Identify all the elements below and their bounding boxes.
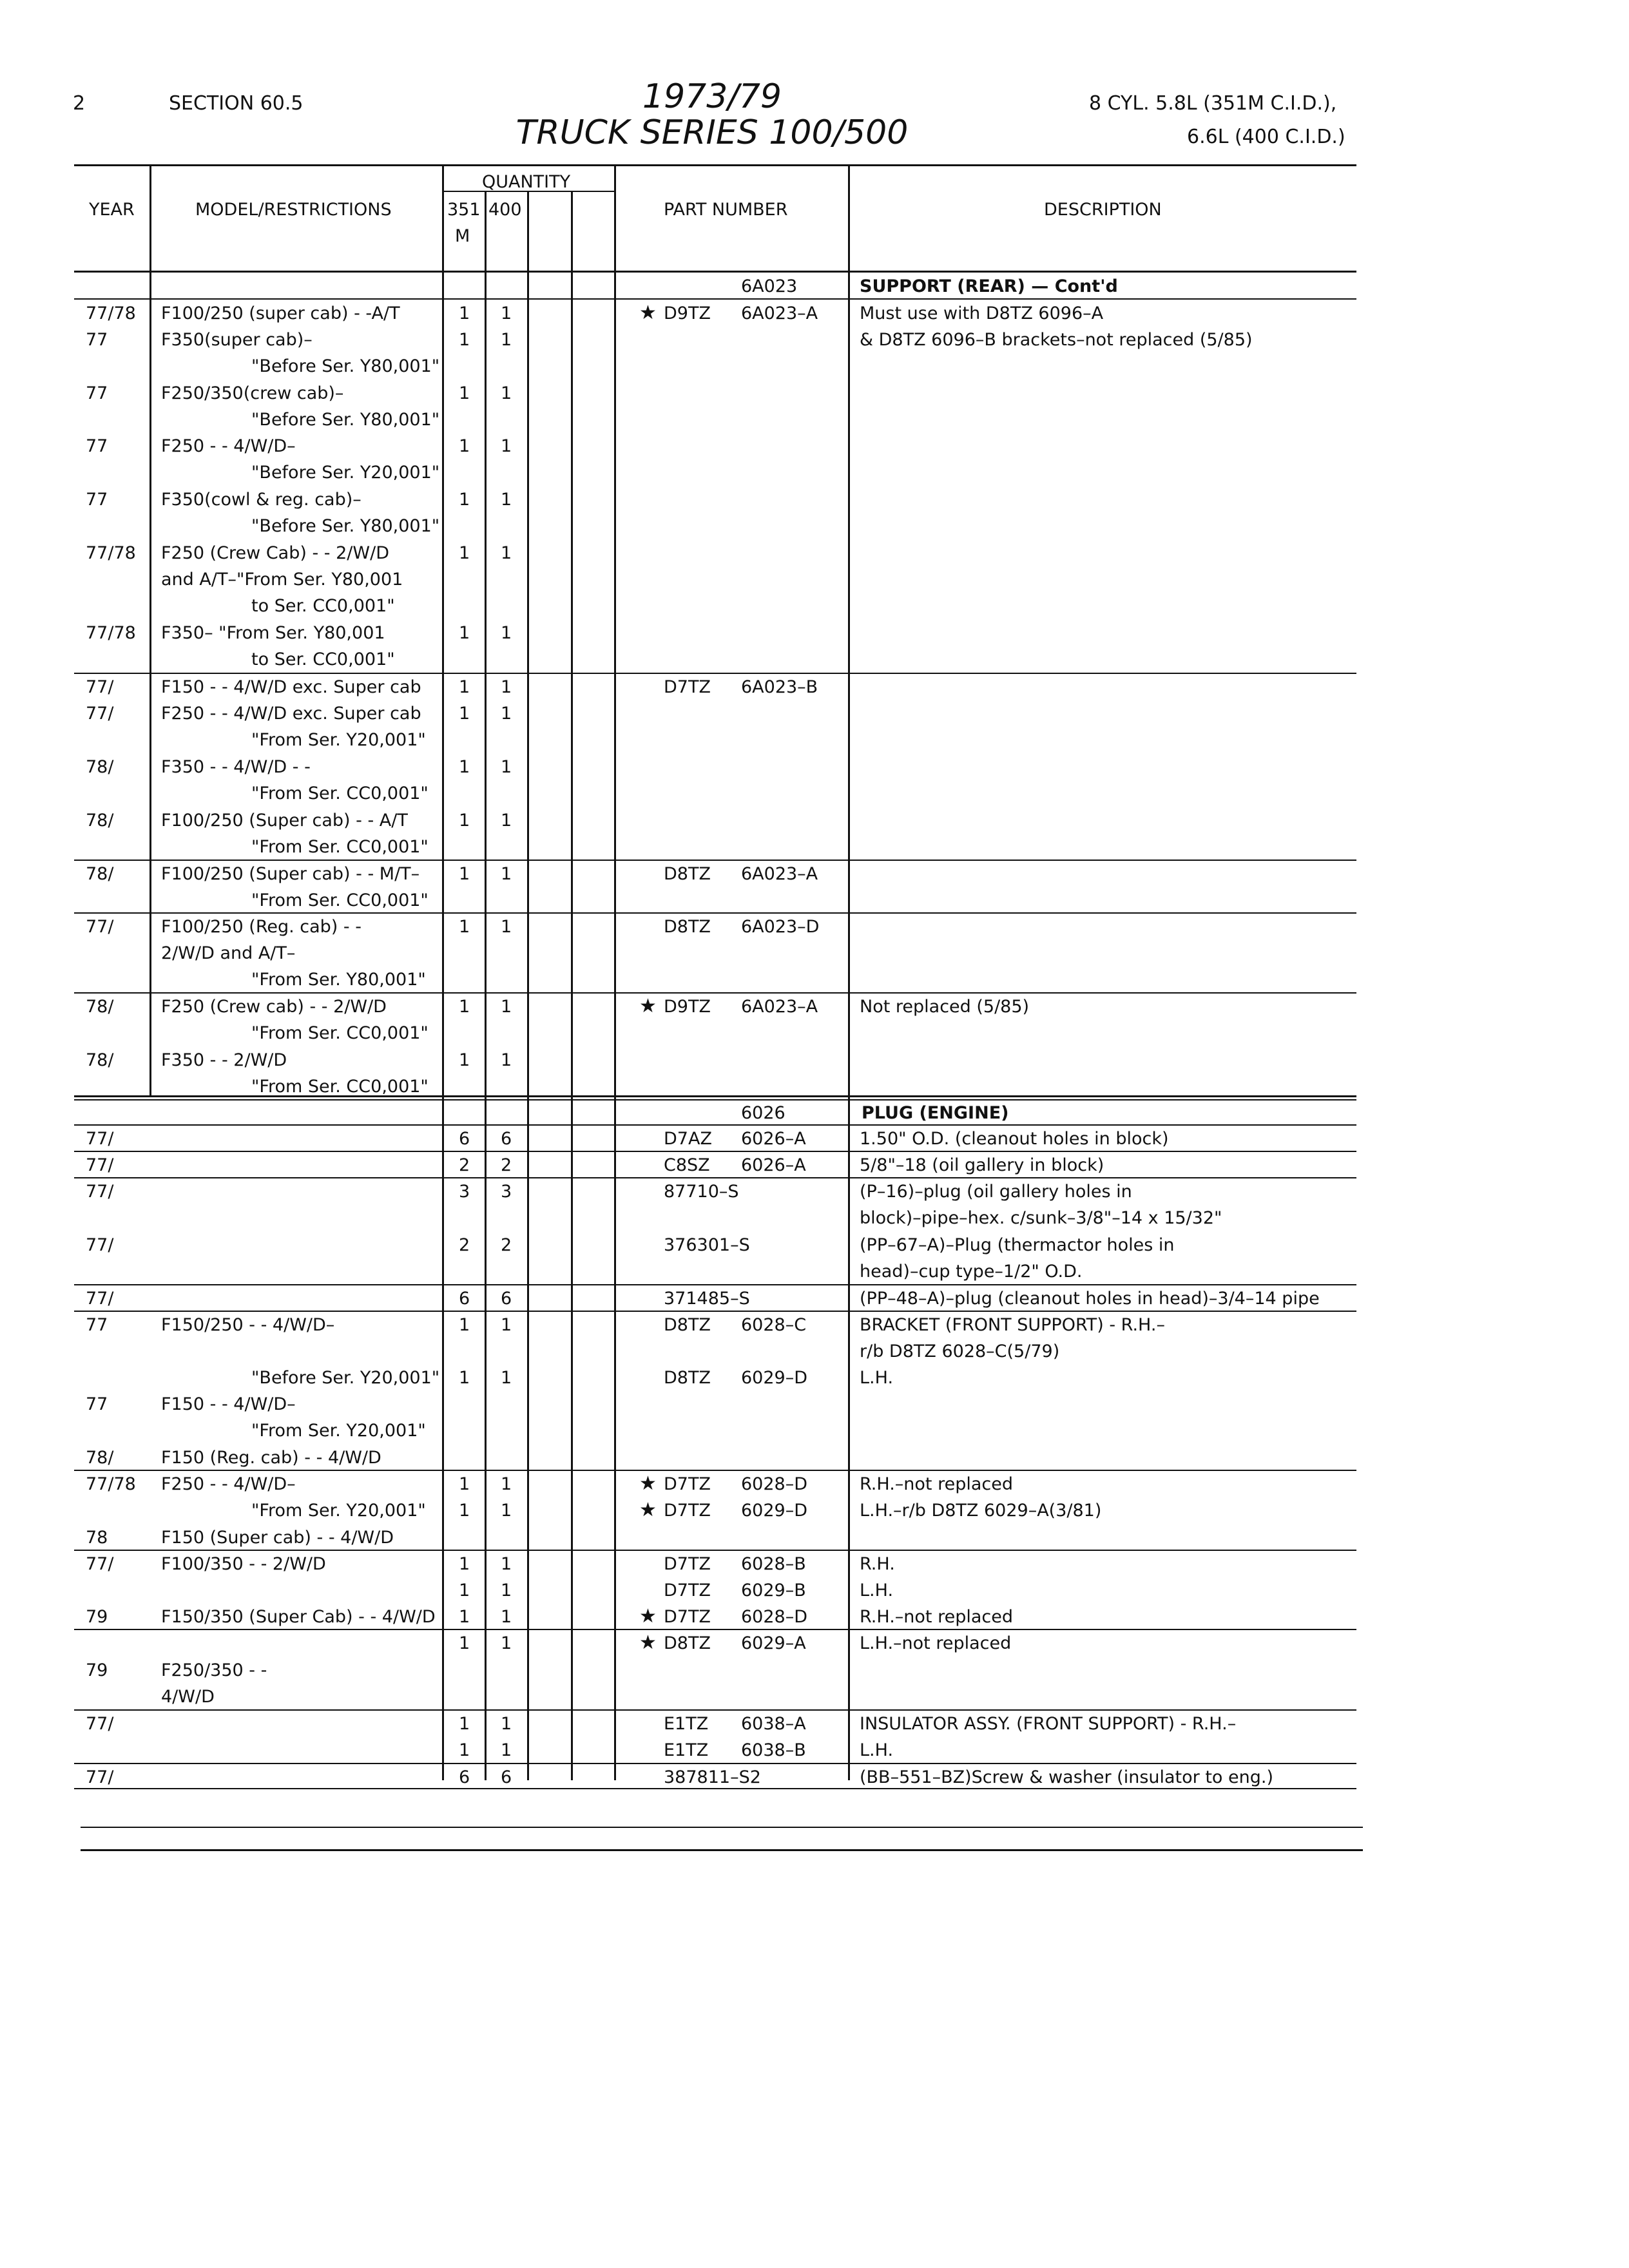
row-model-line: F250/350(crew cab)–: [161, 383, 344, 403]
row-qty-400: 1: [501, 864, 512, 884]
row-year: 78: [86, 1528, 108, 1548]
table-top-rule: [74, 164, 1356, 166]
not-replaced-star-icon: ★: [639, 1631, 657, 1654]
row-model-line: F100/350 - - 2/W/D: [161, 1554, 326, 1574]
row-part-prefix: D7TZ: [664, 1501, 711, 1521]
row-model-line: F250 - - 4/W/D–: [161, 1474, 296, 1494]
row-qty-400: 1: [501, 1714, 512, 1734]
row-model-line: F150 - - 4/W/D exc. Super cab: [161, 677, 421, 697]
row-part-number: 6A023–D: [741, 917, 820, 937]
row-part-prefix: E1TZ: [664, 1714, 709, 1734]
row-part-number: 6A023–A: [741, 997, 818, 1017]
section-label: SECTION 60.5: [169, 92, 304, 115]
column-rule: [485, 192, 487, 1780]
row-year: 77: [86, 330, 108, 350]
row-qty-351: 1: [459, 490, 470, 510]
row-part-number: 6028–B: [741, 1554, 806, 1574]
row-part-number: 6A023–B: [741, 677, 818, 697]
row-model-line: "From Ser. Y20,001": [251, 1421, 426, 1441]
row-part-prefix: 387811–S2: [664, 1767, 761, 1787]
row-qty-400: 6: [501, 1767, 512, 1787]
row-qty-351: 1: [459, 1740, 470, 1760]
column-header-model: MODEL/RESTRICTIONS: [195, 200, 392, 220]
group-rule: [74, 298, 1356, 300]
row-model-line: and A/T–"From Ser. Y80,001: [161, 570, 403, 590]
row-model-line: to Ser. CC0,001": [251, 649, 395, 669]
row-description-line: (P–16)–plug (oil gallery holes in: [860, 1182, 1132, 1202]
row-qty-400: 1: [501, 1633, 512, 1653]
row-model-line: "Before Ser. Y80,001": [251, 516, 440, 536]
row-qty-351: 2: [459, 1235, 470, 1255]
row-qty-400: 2: [501, 1155, 512, 1175]
row-qty-400: 1: [501, 303, 512, 323]
row-part-number: 6028–D: [741, 1607, 808, 1627]
row-qty-351: 1: [459, 677, 470, 697]
row-qty-400: 1: [501, 1474, 512, 1494]
row-qty-400: 1: [501, 1740, 512, 1760]
row-qty-351: 1: [459, 1368, 470, 1388]
row-part-number: 6029–A: [741, 1633, 806, 1653]
row-year: 77/78: [86, 543, 136, 563]
row-qty-351: 1: [459, 1581, 470, 1600]
row-qty-351: 6: [459, 1767, 470, 1787]
row-qty-351: 3: [459, 1182, 470, 1202]
row-model-line: F100/250 (Reg. cab) - -: [161, 917, 361, 937]
row-part-number: 6028–C: [741, 1315, 807, 1335]
page-number: 2: [73, 92, 86, 115]
row-part-prefix: C8SZ: [664, 1155, 710, 1175]
row-year: 78/: [86, 811, 114, 831]
row-model-line: F150/250 - - 4/W/D–: [161, 1315, 335, 1335]
row-qty-351: 1: [459, 330, 470, 350]
row-description-line: L.H.: [860, 1740, 894, 1760]
row-model-line: "Before Ser. Y80,001": [251, 356, 440, 376]
not-replaced-star-icon: ★: [639, 1499, 657, 1521]
row-description-line: Not replaced (5/85): [860, 997, 1030, 1017]
row-qty-400: 6: [501, 1129, 512, 1149]
row-year: 77: [86, 383, 108, 403]
row-model-line: "From Ser. CC0,001": [251, 783, 429, 803]
row-part-number: 6026–A: [741, 1129, 806, 1149]
row-qty-351: 1: [459, 1501, 470, 1521]
row-description-line: r/b D8TZ 6028–C(5/79): [860, 1341, 1060, 1361]
row-year: 77/: [86, 1289, 114, 1309]
row-part-prefix: D7TZ: [664, 1607, 711, 1627]
row-model-line: "Before Ser. Y20,001": [251, 463, 440, 483]
row-part-prefix: D8TZ: [664, 917, 711, 937]
row-model-line: F350– "From Ser. Y80,001: [161, 623, 385, 643]
row-year: 77/: [86, 1714, 114, 1734]
row-part-prefix: D8TZ: [664, 1633, 711, 1653]
row-year: 77: [86, 436, 108, 456]
row-qty-400: 1: [501, 1501, 512, 1521]
row-part-prefix: 371485–S: [664, 1289, 750, 1309]
row-model-line: "Before Ser. Y20,001": [251, 1368, 440, 1388]
row-model-line: F350 - - 2/W/D: [161, 1050, 287, 1070]
row-qty-351: 1: [459, 623, 470, 643]
row-qty-400: 1: [501, 1554, 512, 1574]
row-model-line: "From Ser. CC0,001": [251, 1023, 429, 1043]
row-qty-400: 1: [501, 677, 512, 697]
row-model-line: F350(cowl & reg. cab)–: [161, 490, 361, 510]
row-description-line: 5/8"–18 (oil gallery in block): [860, 1155, 1104, 1175]
row-part-prefix: 376301–S: [664, 1235, 750, 1255]
row-description-line: L.H.: [860, 1368, 894, 1388]
group-title: PLUG (ENGINE): [862, 1103, 1009, 1123]
row-description-line: L.H.–not replaced: [860, 1633, 1012, 1653]
row-part-prefix: D8TZ: [664, 864, 711, 884]
row-part-prefix: D7AZ: [664, 1129, 712, 1149]
row-description-line: BRACKET (FRONT SUPPORT) - R.H.–: [860, 1315, 1165, 1335]
row-qty-400: 1: [501, 917, 512, 937]
row-qty-400: 1: [501, 436, 512, 456]
row-year: 77/78: [86, 303, 136, 323]
row-qty-351: 1: [459, 1714, 470, 1734]
column-header-351: 351: [447, 200, 481, 220]
row-model-line: F150 (Reg. cab) - - 4/W/D: [161, 1448, 381, 1468]
row-model-line: F250 (Crew cab) - - 2/W/D: [161, 997, 387, 1017]
row-model-line: "From Ser. Y80,001": [251, 970, 426, 990]
row-year: 77: [86, 1315, 108, 1335]
column-rule: [149, 166, 151, 1097]
row-year: 77/: [86, 1182, 114, 1202]
column-header-description: DESCRIPTION: [1044, 200, 1162, 220]
row-part-prefix: D7TZ: [664, 1581, 711, 1600]
row-part-prefix: D8TZ: [664, 1368, 711, 1388]
row-description-line: L.H.–r/b D8TZ 6029–A(3/81): [860, 1501, 1102, 1521]
row-part-prefix: D7TZ: [664, 1554, 711, 1574]
engine-spec-line2: 6.6L (400 C.I.D.): [1187, 126, 1345, 148]
row-qty-351: 1: [459, 917, 470, 937]
row-description-line: R.H.: [860, 1554, 895, 1574]
row-part-number: 6026–A: [741, 1155, 806, 1175]
row-part-number: 6028–D: [741, 1474, 808, 1494]
row-qty-400: 1: [501, 1607, 512, 1627]
column-rule: [527, 192, 529, 1780]
column-rule: [848, 166, 850, 1780]
not-replaced-star-icon: ★: [639, 1472, 657, 1495]
row-model-line: "From Ser. Y20,001": [251, 730, 426, 750]
row-year: 77/: [86, 1767, 114, 1787]
row-model-line: F100/250 (super cab) - -A/T: [161, 303, 400, 323]
table-bottom-rule: [81, 1849, 1363, 1851]
engine-spec-line1: 8 CYL. 5.8L (351M C.I.D.),: [1089, 92, 1337, 115]
row-qty-351: 1: [459, 704, 470, 724]
row-qty-351: 1: [459, 997, 470, 1017]
row-qty-351: 1: [459, 303, 470, 323]
row-part-number: 6029–B: [741, 1581, 806, 1600]
row-qty-400: 2: [501, 1235, 512, 1255]
row-model-line: "From Ser. CC0,001": [251, 837, 429, 857]
row-year: 79: [86, 1607, 108, 1627]
column-header-351-m: M: [455, 226, 470, 246]
row-part-number: 6A023–A: [741, 864, 818, 884]
row-model-line: F150 (Super cab) - - 4/W/D: [161, 1528, 394, 1548]
row-part-number: 6A023–A: [741, 303, 818, 323]
row-qty-351: 1: [459, 1474, 470, 1494]
row-part-number: 6029–D: [741, 1501, 808, 1521]
row-model-line: 2/W/D and A/T–: [161, 943, 296, 963]
row-qty-400: 6: [501, 1289, 512, 1309]
column-header-400: 400: [488, 200, 522, 220]
row-qty-351: 1: [459, 383, 470, 403]
row-qty-400: 1: [501, 330, 512, 350]
row-part-prefix: E1TZ: [664, 1740, 709, 1760]
not-replaced-star-icon: ★: [639, 1605, 657, 1628]
row-year: 77/: [86, 1554, 114, 1574]
row-year: 77/78: [86, 1474, 136, 1494]
not-replaced-star-icon: ★: [639, 995, 657, 1017]
row-description-line: L.H.: [860, 1581, 894, 1600]
row-year: 77/: [86, 704, 114, 724]
not-replaced-star-icon: ★: [639, 302, 657, 324]
table-bottom-rule: [81, 1827, 1363, 1828]
row-qty-351: 1: [459, 1607, 470, 1627]
row-year: 78/: [86, 1448, 114, 1468]
row-model-line: F250 - - 4/W/D–: [161, 436, 296, 456]
row-model-line: "From Ser. Y20,001": [251, 1501, 426, 1521]
row-year: 78/: [86, 864, 114, 884]
row-model-line: "From Ser. CC0,001": [251, 890, 429, 910]
row-qty-351: 1: [459, 436, 470, 456]
row-model-line: F250 (Crew Cab) - - 2/W/D: [161, 543, 389, 563]
row-qty-351: 1: [459, 1633, 470, 1653]
row-qty-351: 6: [459, 1129, 470, 1149]
row-part-prefix: D9TZ: [664, 997, 711, 1017]
row-year: 77/: [86, 677, 114, 697]
row-description-line: head)–cup type–1/2" O.D.: [860, 1262, 1083, 1282]
row-description-line: Must use with D8TZ 6096–A: [860, 303, 1104, 323]
row-model-line: F150 - - 4/W/D–: [161, 1394, 296, 1414]
row-qty-351: 1: [459, 543, 470, 563]
row-model-line: F250/350 - -: [161, 1660, 267, 1680]
row-part-prefix: D7TZ: [664, 677, 711, 697]
group-base-number: 6026: [741, 1103, 786, 1123]
row-qty-351: 1: [459, 1554, 470, 1574]
row-year: 79: [86, 1660, 108, 1680]
title-years: 1973/79: [642, 77, 782, 116]
row-part-number: 6029–D: [741, 1368, 808, 1388]
row-model-line: F150/350 (Super Cab) - - 4/W/D: [161, 1607, 436, 1627]
row-description-line: INSULATOR ASSY. (FRONT SUPPORT) - R.H.–: [860, 1714, 1237, 1734]
row-model-line: F100/250 (Super cab) - - M/T–: [161, 864, 420, 884]
row-qty-400: 1: [501, 1581, 512, 1600]
row-year: 77/: [86, 1155, 114, 1175]
row-qty-400: 1: [501, 1050, 512, 1070]
row-model-line: "Before Ser. Y80,001": [251, 410, 440, 430]
row-model-line: F350 - - 4/W/D - -: [161, 757, 311, 777]
row-qty-400: 1: [501, 383, 512, 403]
row-part-prefix: D8TZ: [664, 1315, 711, 1335]
row-description-line: 1.50" O.D. (cleanout holes in block): [860, 1129, 1169, 1149]
row-qty-400: 1: [501, 1368, 512, 1388]
row-model-line: to Ser. CC0,001": [251, 596, 395, 616]
row-year: 77/: [86, 917, 114, 937]
column-rule: [614, 166, 616, 1780]
row-qty-351: 1: [459, 864, 470, 884]
header-bottom-rule: [74, 271, 1356, 273]
row-qty-351: 2: [459, 1155, 470, 1175]
row-description-line: (PP–67–A)–Plug (thermactor holes in: [860, 1235, 1175, 1255]
row-description-line: R.H.–not replaced: [860, 1607, 1013, 1627]
row-qty-400: 1: [501, 757, 512, 777]
row-qty-400: 3: [501, 1182, 512, 1202]
row-year: 77/78: [86, 623, 136, 643]
row-year: 78/: [86, 1050, 114, 1070]
row-qty-400: 1: [501, 811, 512, 831]
row-year: 77/: [86, 1129, 114, 1149]
title-series: TRUCK SERIES 100/500: [516, 113, 909, 152]
row-qty-351: 1: [459, 811, 470, 831]
row-qty-400: 1: [501, 543, 512, 563]
row-part-prefix: D9TZ: [664, 303, 711, 323]
row-qty-400: 1: [501, 704, 512, 724]
group-base-number: 6A023: [741, 276, 798, 296]
row-description-line: & D8TZ 6096–B brackets–not replaced (5/85): [860, 330, 1253, 350]
row-part-prefix: D7TZ: [664, 1474, 711, 1494]
row-qty-351: 6: [459, 1289, 470, 1309]
group-title: SUPPORT (REAR) — Cont'd: [860, 276, 1118, 296]
row-qty-400: 1: [501, 490, 512, 510]
row-year: 77: [86, 1394, 108, 1414]
row-year: 77: [86, 490, 108, 510]
row-year: 78/: [86, 757, 114, 777]
row-part-number: 6038–B: [741, 1740, 806, 1760]
column-header-quantity: QUANTITY: [482, 172, 571, 192]
row-description-line: (BB–551–BZ)Screw & washer (insulator to eng.): [860, 1767, 1274, 1787]
row-model-line: 4/W/D: [161, 1687, 215, 1707]
row-part-number: 6038–A: [741, 1714, 806, 1734]
row-model-line: "From Ser. CC0,001": [251, 1077, 429, 1097]
column-header-year: YEAR: [89, 200, 135, 220]
row-model-line: F250 - - 4/W/D exc. Super cab: [161, 704, 421, 724]
column-rule: [571, 192, 573, 1780]
row-year: 77/: [86, 1235, 114, 1255]
row-qty-351: 1: [459, 1315, 470, 1335]
row-description-line: block)–pipe–hex. c/sunk–3/8"–14 x 15/32": [860, 1208, 1222, 1228]
row-model-line: F350(super cab)–: [161, 330, 313, 350]
row-description-line: R.H.–not replaced: [860, 1474, 1013, 1494]
row-description-line: (PP–48–A)–plug (cleanout holes in head)–3/4–14 pipe: [860, 1289, 1320, 1309]
row-qty-351: 1: [459, 757, 470, 777]
row-qty-400: 1: [501, 997, 512, 1017]
row-model-line: F100/250 (Super cab) - - A/T: [161, 811, 408, 831]
row-qty-400: 1: [501, 1315, 512, 1335]
row-qty-351: 1: [459, 1050, 470, 1070]
column-header-part-number: PART NUMBER: [664, 200, 788, 220]
row-part-prefix: 87710–S: [664, 1182, 739, 1202]
column-rule: [442, 166, 444, 1780]
row-year: 78/: [86, 997, 114, 1017]
row-qty-400: 1: [501, 623, 512, 643]
